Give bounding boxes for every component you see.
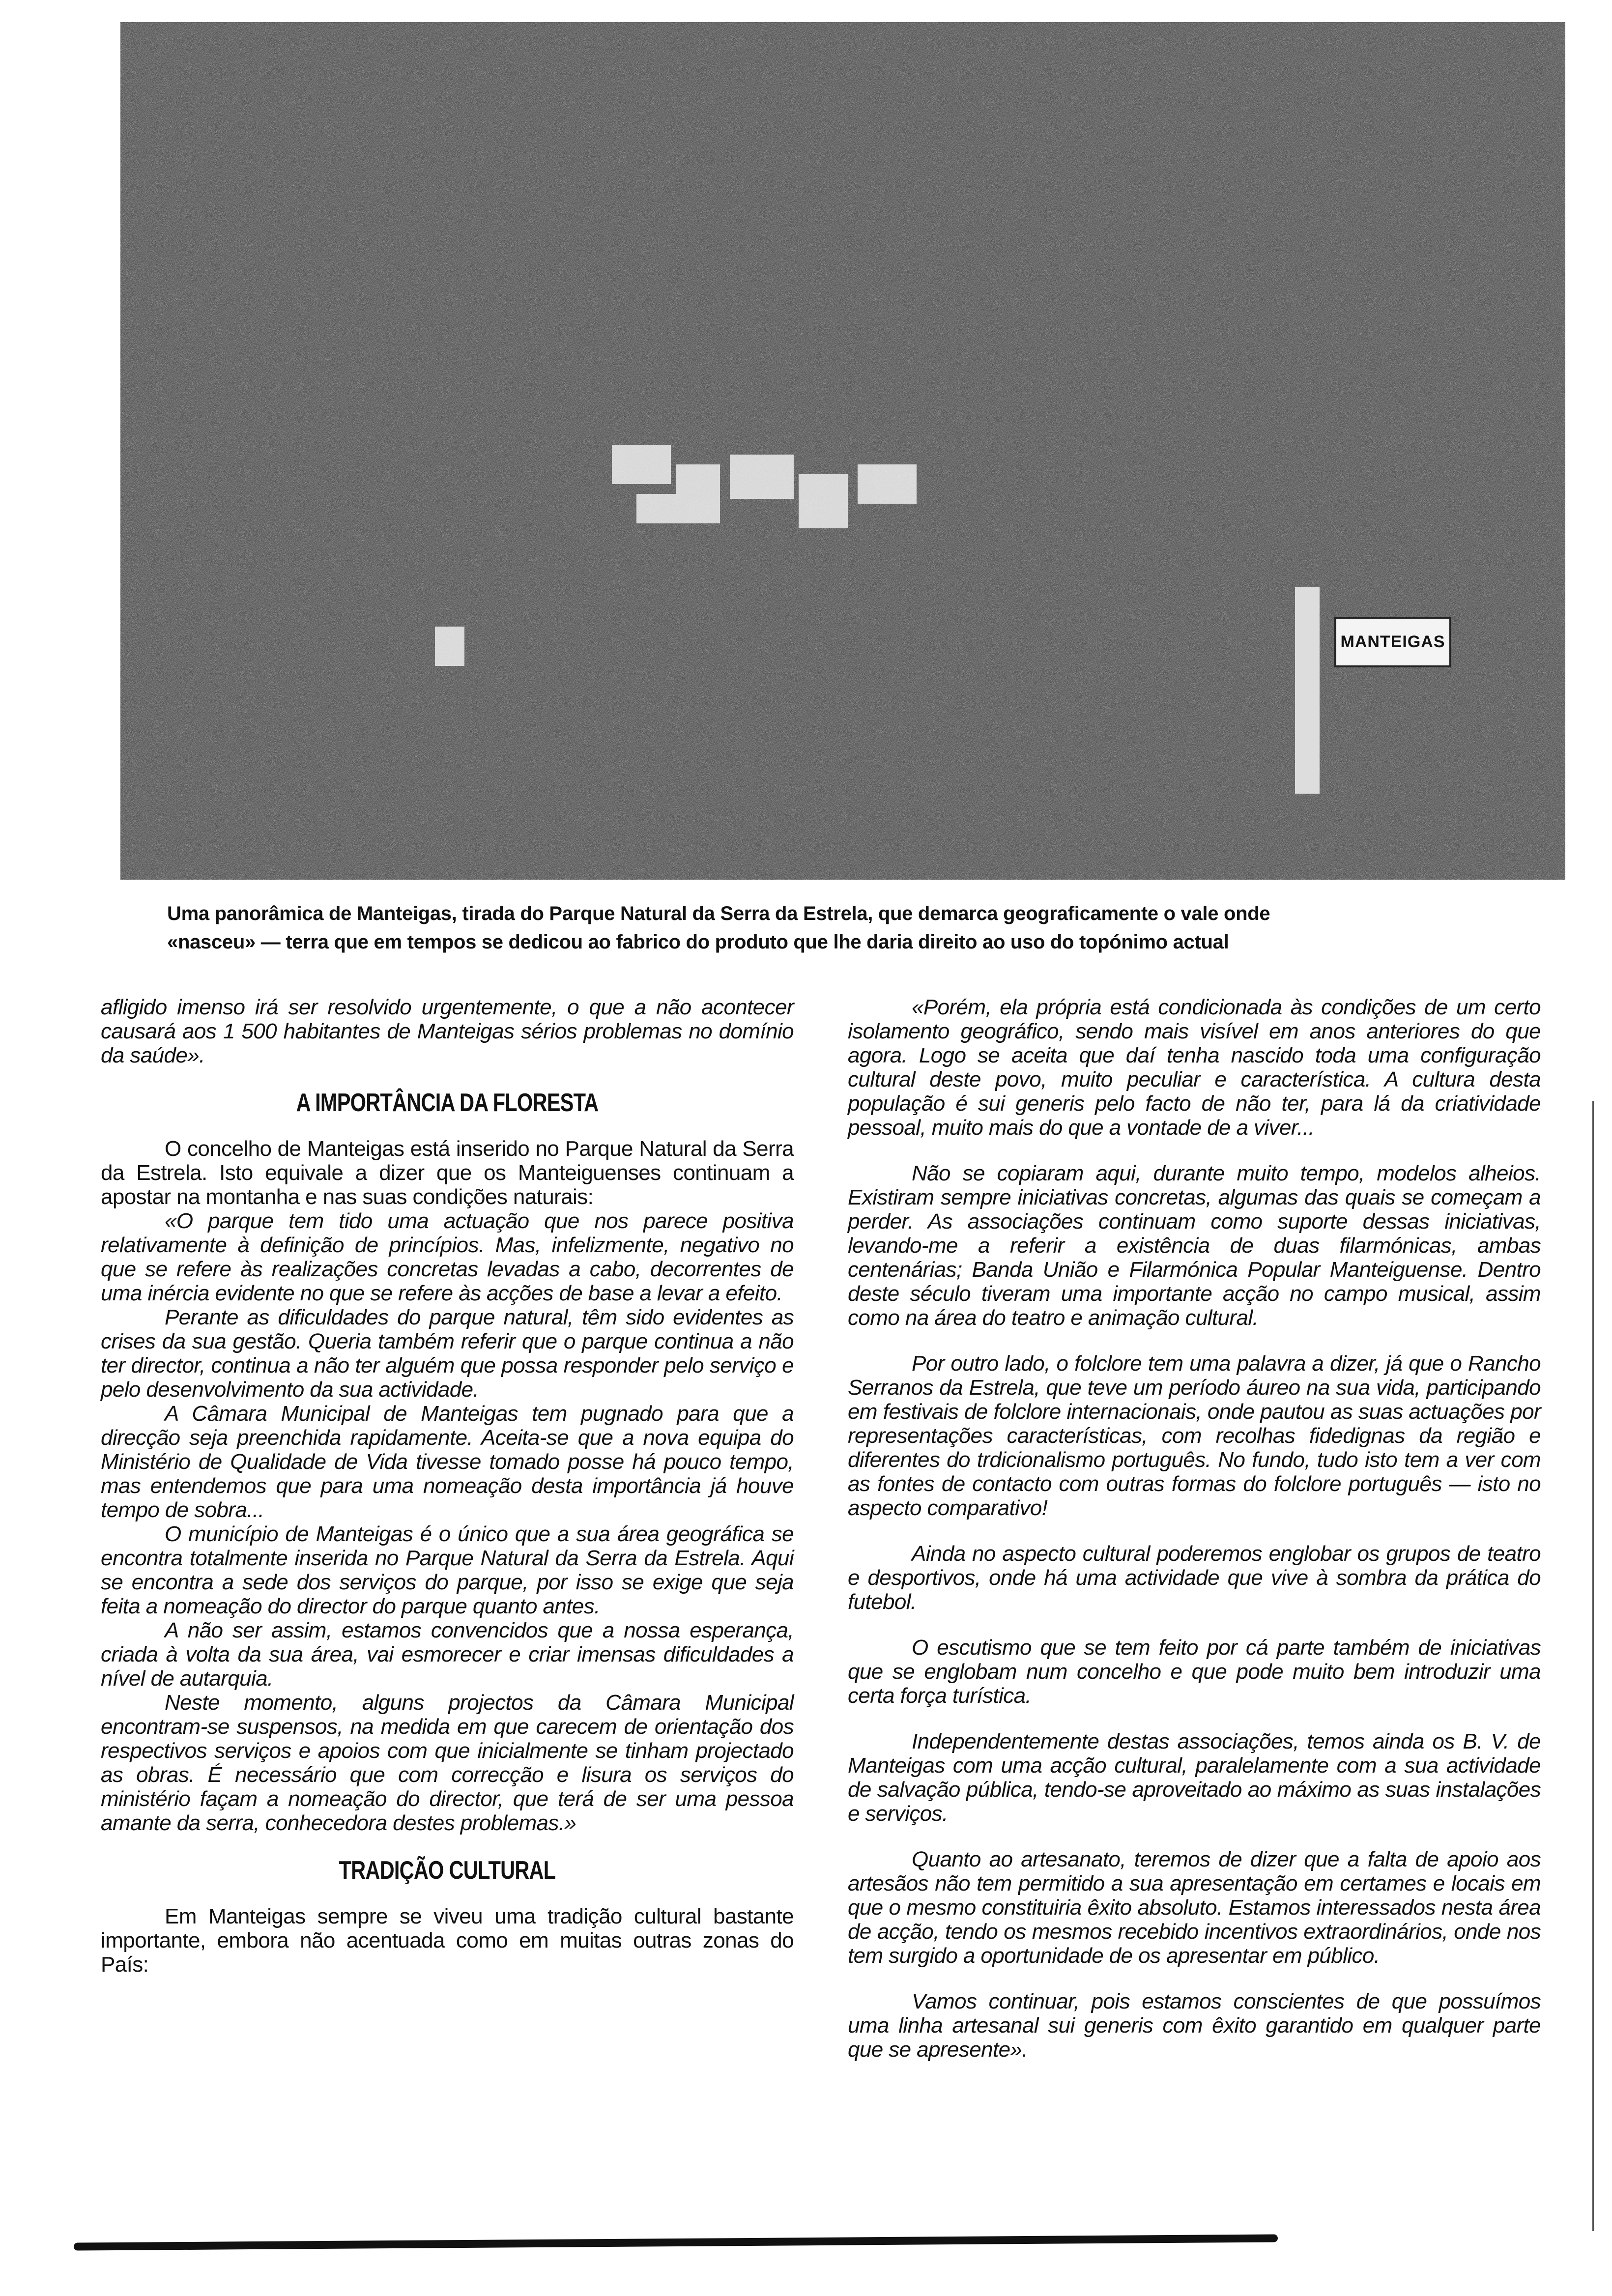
paragraph: afligido imenso irá ser resolvido urgentemente, o que a não acontecer causará aos 1 500 habitantes de Manteigas sérios problemas no domínio da saúde». xyxy=(101,995,794,1067)
bottom-rule xyxy=(74,2234,1278,2250)
section-heading: TRADIÇÃO CULTURAL xyxy=(339,1856,556,1885)
paragraph: Vamos continuar, pois estamos conscientes de que possuímos uma linha artesanal sui generis com êxito garantido em qualquer parte que se apresente». xyxy=(848,1989,1541,2062)
paragraph: Ainda no aspecto cultural poderemos englobar os grupos de teatro e desportivos, onde há uma actividade que vive à sombra da prática do futebol. xyxy=(848,1542,1541,1614)
paragraph: O escutismo que se tem feito por cá parte também de iniciativas que se englobam num concelho e que pode muito bem introduzir uma certa força turística. xyxy=(848,1636,1541,1708)
paragraph: O município de Manteigas é o único que a sua área geográfica se encontra totalmente inserida no Parque Natural da Serra da Estrela. Aqui se encontra a sede dos serviços do parque, por isso se exige que seja feita a nomeação do director do parque quanto antes. xyxy=(101,1522,794,1618)
paragraph: Por outro lado, o folclore tem uma palavra a dizer, já que o Rancho Serranos da Estrela, que teve um período áureo na sua vida, participando em festivais de folclore internacionais, onde pautou as suas actuações por representações características, com recolhas fidedignas da região e diferentes do trdicionalismo português. No fundo, tudo isto tem a ver com as fontes de contacto com outras formas do folclore português — isto no aspecto comparativo! xyxy=(848,1351,1541,1520)
paragraph: Quanto ao artesanato, teremos de dizer que a falta de apoio aos artesãos não tem permitido a sua apresentação em certames e locais em que o mesmo constituiria êxito absoluto. Estamos interessados nesta área de acção, tendo os mesmos recebido incentivos extraordinários, onde nos tem surgido a oportunidade de os apresentar em público. xyxy=(848,1847,1541,1968)
paragraph: A Câmara Municipal de Manteigas tem pugnado para que a direcção seja preenchida rapidamente. Aceita-se que a nova equipa do Ministério de Qualidade de Vida tivesse tomado posse há pouco tempo, mas entendemos que para uma nomeação desta importância já houve tempo de sobra... xyxy=(101,1402,794,1522)
paragraph: A não ser assim, estamos convencidos que a nossa esperança, criada à volta da sua área, vai esmorecer e criar imensas dificuldades a nível de autarquia. xyxy=(101,1618,794,1691)
paragraph: Em Manteigas sempre se viveu uma tradição cultural bastante importante, embora não acentuada como em muitas outras zonas do País: xyxy=(101,1904,794,1977)
paragraph: «Porém, ela própria está condicionada às condições de um certo isolamento geográfico, sendo mais visível em anos anteriores do que agora. Logo se aceita que daí tenha nascido toda uma configuração cultural deste povo, muito peculiar e característica. A cultura desta população é sui generis pelo facto de não ter, para lá da criatividade pessoal, muito mais do que a vontade de a viver... xyxy=(848,995,1541,1140)
sign-post xyxy=(1295,587,1320,794)
paragraph: Neste momento, alguns projectos da Câmara Municipal encontram-se suspensos, na medida em que carecem de orientação dos respectivos serviços e apoios com que inicialmente se tinham projectado as obras. É necessário que com correcção e lisura os serviços do ministério façam a nomeação do director, que terá de ser uma pessoa amante da serra, conhecedora destes problemas.» xyxy=(101,1691,794,1835)
left-column xyxy=(101,995,794,1977)
paragraph: «O parque tem tido uma actuação que nos parece positiva relativamente à definição de princípios. Mas, infelizmente, negativo no que se refere às realizações concretas levadas a cabo, decorrentes de uma inércia evidente no que se refere às acções de base a levar a efeito. xyxy=(101,1209,794,1305)
photo-caption xyxy=(167,899,1494,956)
caption-line: «nasceu» — terra que em tempos se dedicou ao fabrico do produto que lhe daria direito ao uso do topónimo actual xyxy=(167,931,1229,953)
right-column xyxy=(848,995,1541,2083)
paragraph: Perante as dificuldades do parque natural, têm sido evidentes as crises da sua gestão. Queria também referir que o parque continua a não ter director, continua a não ter alguém que possa responder pelo serviço e pelo desenvolvimento da sua actividade. xyxy=(101,1305,794,1402)
photo-texture xyxy=(120,22,1565,880)
photo-manteigas-panorama xyxy=(120,22,1565,880)
column-edge-line xyxy=(1592,1101,1594,2231)
paragraph: Não se copiaram aqui, durante muito tempo, modelos alheios. Existiram sempre iniciativas concretas, algumas das quais se começam a perder. As associações continuam como suporte dessas iniciativas, levando-me a referir a existência de duas filarmónicas, ambas centenárias; Banda União e Filarmónica Popular Manteiguense. Dentro deste século tiveram uma importante acção no campo musical, assim como na área do teatro e animação cultural. xyxy=(848,1161,1541,1330)
paragraph: Independentemente destas associações, temos ainda os B. V. de Manteigas com uma acção cultural, paralelamente com a sua actividade de salvação pública, tendo-se aproveitado ao máximo as suas instalações e serviços. xyxy=(848,1729,1541,1826)
paragraph: O concelho de Manteigas está inserido no Parque Natural da Serra da Estrela. Isto equivale a dizer que os Manteiguenses continuam a apostar na montanha e nas suas condições naturais: xyxy=(101,1137,794,1209)
manteigas-sign: MANTEIGAS xyxy=(1334,617,1451,667)
section-heading: A IMPORTÂNCIA DA FLORESTA xyxy=(296,1089,599,1117)
caption-line: Uma panorâmica de Manteigas, tirada do Parque Natural da Serra da Estrela, que demarca geograficamente o vale onde xyxy=(167,903,1270,924)
